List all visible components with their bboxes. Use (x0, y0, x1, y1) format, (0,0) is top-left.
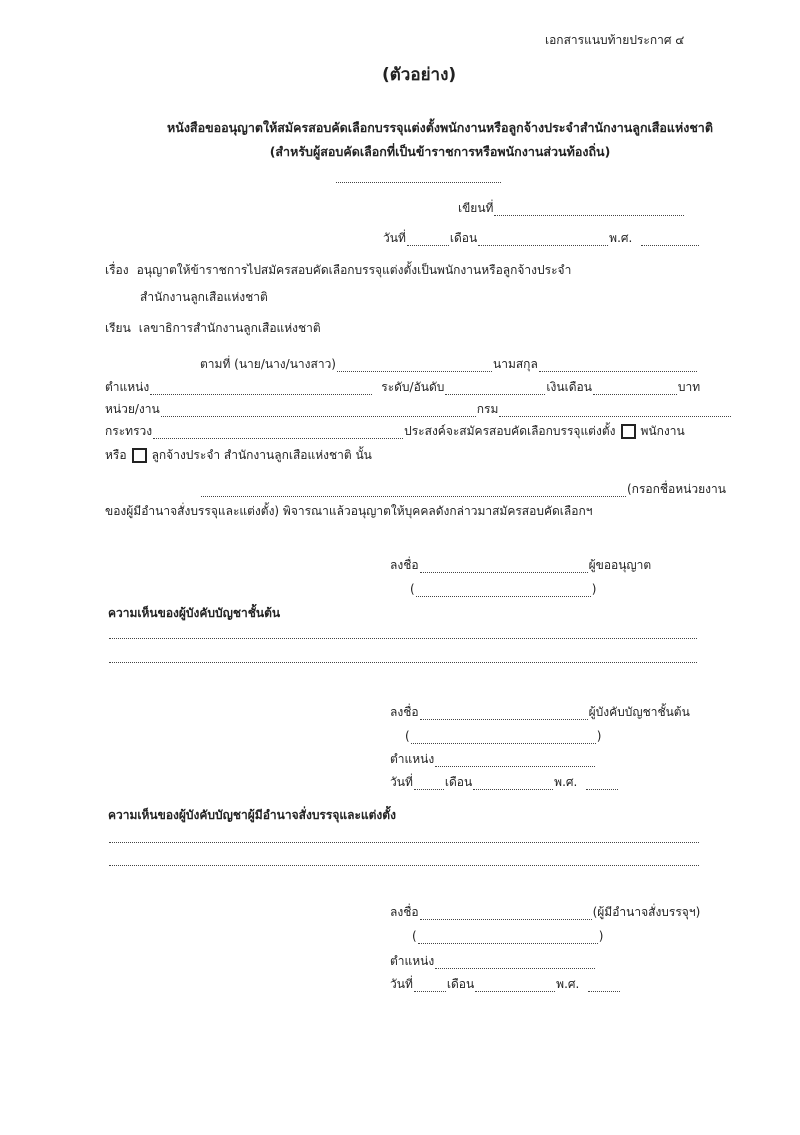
title-line1: หนังสือขออนุญาตให้สมัครสอบคัดเลือกบรรจุแต่งตั้งพนักงานหรือลูกจ้างประจำสำนักงานลูกเสือแห่งชาติ (167, 120, 713, 135)
applicant-sign-field[interactable] (420, 560, 588, 573)
year-field[interactable] (641, 233, 699, 246)
position-label: ตำแหน่ง (390, 954, 435, 968)
intent-text: ประสงค์จะสมัครสอบคัดเลือกบรรจุแต่งตั้ง (404, 424, 616, 438)
unit-field[interactable] (161, 404, 476, 417)
paren-close: ) (596, 729, 602, 743)
sign-label: ลงชื่อ (390, 558, 419, 572)
employee-option-label: พนักงาน (640, 424, 685, 438)
applicant-sign-row (390, 557, 651, 573)
position-row (105, 379, 700, 395)
ministry-field[interactable] (153, 426, 403, 439)
month-label: เดือน (444, 775, 473, 789)
authority-sign-field[interactable] (420, 907, 592, 920)
baht-label: บาท (677, 380, 701, 394)
supervisor-heading-text: ความเห็นของผู้บังคับบัญชาชั้นต้น (108, 606, 281, 620)
year-field[interactable] (588, 979, 620, 992)
supervisor-date-row (390, 774, 619, 790)
name-field[interactable] (337, 359, 492, 372)
agency-field[interactable] (201, 484, 626, 497)
sample-label (382, 64, 456, 86)
paren-close: ) (598, 929, 604, 943)
paren-open: ( (410, 582, 415, 596)
sample-text: (ตัวอย่าง) (382, 65, 457, 85)
approval-text: ของผู้มีอำนาจสั่งบรรจุและแต่งตั้ง) พิจารณาแล้วอนุญาตให้บุคคลดังกล่าวมาสมัครสอบคัดเลือกฯ (105, 504, 593, 518)
subject-line2: สำนักงานลูกเสือแห่งชาติ (140, 290, 268, 304)
salary-label: เงินเดือน (546, 380, 592, 394)
written-at-label: เขียนที่ (458, 201, 494, 215)
day-field[interactable] (414, 777, 444, 790)
applicant-name-field[interactable] (416, 584, 591, 597)
doc-title (0, 120, 800, 136)
authority-name-field[interactable] (418, 931, 598, 944)
surname-label: นามสกุล (493, 357, 538, 371)
supervisor-position-row (390, 751, 596, 767)
name-row (200, 356, 698, 372)
authority-heading-text: ความเห็นของผู้บังคับบัญชาผู้มีอำนาจสั่งบรรจุและแต่งตั้ง (108, 808, 396, 822)
permanent-option-label: ลูกจ้างประจำ สำนักงานลูกเสือแห่งชาติ นั้น (151, 448, 372, 462)
subject-row2 (140, 289, 268, 305)
supervisor-sign-field[interactable] (420, 707, 588, 720)
month-field[interactable] (473, 777, 553, 790)
department-label: กรม (476, 402, 499, 416)
authority-name-row (412, 928, 603, 944)
subject-row (105, 262, 571, 278)
name-label: ตามที่ (นาย/นาง/นางสาว) (200, 357, 336, 371)
level-label: ระดับ/อันดับ (381, 380, 445, 394)
surname-field[interactable] (539, 359, 697, 372)
month-field[interactable] (475, 979, 555, 992)
or-label: หรือ (105, 448, 127, 462)
day-label: วันที่ (383, 231, 406, 245)
ministry-label: กระทรวง (105, 424, 153, 438)
doc-subtitle (0, 144, 800, 160)
supervisor-sign-row (390, 704, 690, 720)
approval-row (105, 503, 592, 519)
agency-row (200, 481, 726, 497)
agency-hint: (กรอกชื่อหน่วยงาน (627, 482, 726, 496)
day-label: วันที่ (390, 977, 413, 991)
written-at-field[interactable] (494, 203, 684, 216)
supervisor-name-row (405, 728, 601, 744)
applicant-role: ผู้ขออนุญาต (588, 558, 652, 572)
supervisor-position-field[interactable] (435, 754, 595, 767)
subject-line1: อนุญาตให้ข้าราชการไปสมัครสอบคัดเลือกบรรจุแต่งตั้งเป็นพนักงานหรือลูกจ้างประจำ (136, 263, 572, 277)
authority-opinion-line1[interactable] (108, 830, 700, 843)
month-field[interactable] (478, 233, 608, 246)
to-row (105, 320, 321, 336)
position-field[interactable] (150, 382, 372, 395)
authority-role: (ผู้มีอำนาจสั่งบรรจุฯ) (592, 905, 701, 919)
position-label: ตำแหน่ง (390, 752, 435, 766)
year-label: พ.ศ. (609, 231, 633, 245)
authority-heading (108, 807, 396, 823)
position-label: ตำแหน่ง (105, 380, 150, 394)
office-blank[interactable] (335, 170, 502, 183)
day-field[interactable] (414, 979, 446, 992)
written-at-row (458, 200, 685, 216)
day-label: วันที่ (390, 775, 413, 789)
date-row (383, 230, 700, 246)
month-label: เดือน (446, 977, 475, 991)
year-label: พ.ศ. (554, 775, 578, 789)
supervisor-role: ผู้บังคับบัญชาชั้นต้น (588, 705, 690, 719)
paren-open: ( (405, 729, 410, 743)
year-field[interactable] (586, 777, 618, 790)
supervisor-opinion-line2[interactable] (108, 650, 698, 663)
title-line2: (สำหรับผู้สอบคัดเลือกที่เป็นข้าราชการหรือพนักงานส่วนท้องถิ่น) (269, 144, 611, 159)
day-field[interactable] (407, 233, 449, 246)
department-field[interactable] (499, 404, 731, 417)
unit-row (105, 401, 732, 417)
authority-sign-row (390, 904, 700, 920)
supervisor-heading (108, 605, 280, 621)
month-label: เดือน (449, 231, 478, 245)
permanent-checkbox[interactable] (132, 448, 147, 463)
supervisor-opinion-line1[interactable] (108, 626, 698, 639)
attachment-label (545, 32, 684, 48)
attachment-text: เอกสารแนบท้ายประกาศ ๔ (545, 33, 685, 47)
supervisor-name-field[interactable] (411, 731, 596, 744)
year-label: พ.ศ. (556, 977, 580, 991)
option-row (105, 447, 372, 463)
sign-label: ลงชื่อ (390, 905, 419, 919)
ministry-row (105, 423, 685, 439)
paren-open: ( (412, 929, 417, 943)
level-field[interactable] (445, 382, 545, 395)
authority-opinion-line2[interactable] (108, 853, 700, 866)
paren-close: ) (591, 582, 597, 596)
sign-label: ลงชื่อ (390, 705, 419, 719)
salary-field[interactable] (593, 382, 677, 395)
to-label: เรียน (105, 321, 131, 335)
to-value: เลขาธิการสำนักงานลูกเสือแห่งชาติ (138, 321, 321, 335)
authority-position-row (390, 953, 596, 969)
authority-position-field[interactable] (435, 956, 595, 969)
unit-label: หน่วย/งาน (105, 402, 160, 416)
subject-label: เรื่อง (105, 263, 129, 277)
authority-date-row (390, 976, 621, 992)
applicant-name-row (410, 581, 596, 597)
employee-checkbox[interactable] (621, 424, 636, 439)
